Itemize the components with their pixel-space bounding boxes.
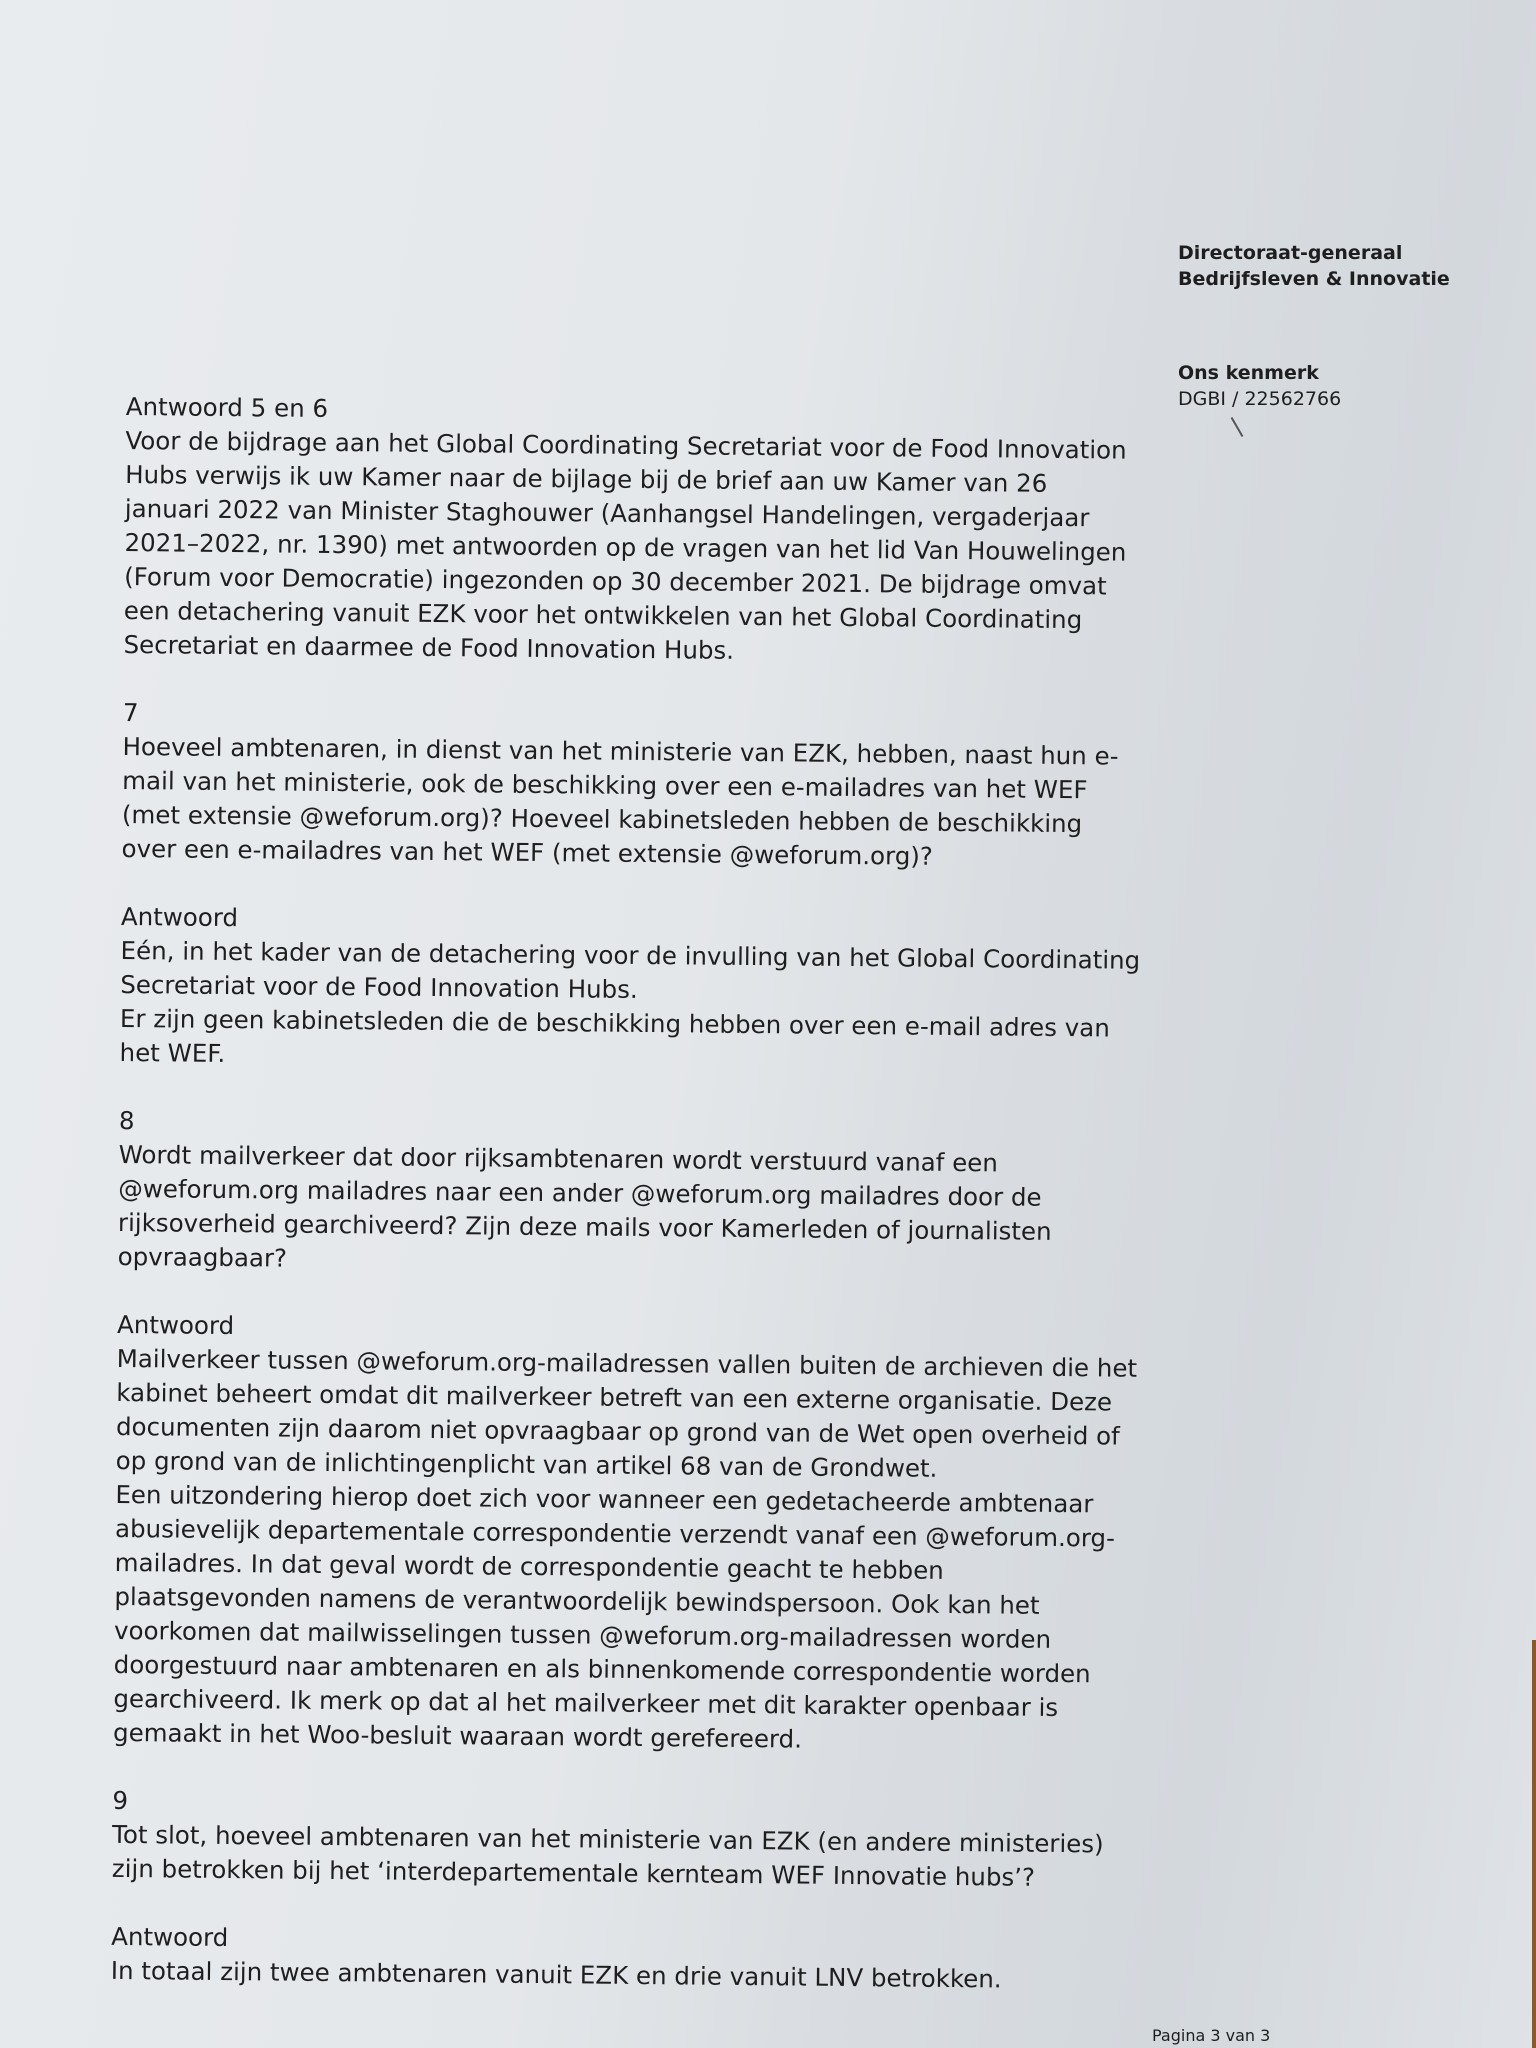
text-line: rijksoverheid gearchiveerd? Zijn deze mails voor Kamerleden of journalisten	[117, 1207, 1052, 1246]
text-line: het WEF.	[119, 1037, 226, 1068]
text-line: 2021–2022, nr. 1390) met antwoorden op de vragen van het lid Van Houwelingen	[124, 527, 1127, 567]
section-block	[112, 1784, 1163, 1896]
text-line: Mailverkeer tussen @weforum.org-mailadressen vallen buiten de archieven die het	[116, 1343, 1138, 1383]
text-line: januari 2022 van Minister Staghouwer (Aanhangsel Handelingen, vergaderjaar	[124, 493, 1090, 533]
text-line: Wordt mailverkeer dat door rijksambtenaren wordt verstuurd vanaf een	[118, 1139, 998, 1178]
section-heading: 7	[122, 697, 139, 728]
text-line: In totaal zijn twee ambtenaren vanuit EZK en drie vanuit LNV betrokken.	[110, 1955, 1002, 1994]
text-line: voorkomen dat mailwisselingen tussen @weforum.org-mailadressen worden	[113, 1615, 1052, 1654]
text-line: plaatsgevonden namens de verantwoordelijk bewindspersoon. Ook kan het	[114, 1581, 1040, 1620]
text-line: een detachering vanuit EZK voor het ontwikkelen van het Global Coordinating	[123, 595, 1083, 635]
text-line: opvraagbaar?	[117, 1241, 288, 1273]
pen-mark	[1231, 417, 1244, 437]
section-block	[111, 1920, 1162, 1998]
section-heading: Antwoord 5 en 6	[125, 391, 329, 423]
text-line: Voor de bijdrage aan het Global Coordinating Secretariat voor de Food Innovation	[125, 425, 1127, 465]
text-line: op grond van de inlichtingenplicht van artikel 68 van de Grondwet.	[115, 1445, 938, 1483]
text-line: Een uitzondering hierop doet zich voor wanneer een gedetacheerde ambtenaar	[115, 1479, 1094, 1519]
text-line: over een e-mailadres van het WEF (met extensie @weforum.org)?	[121, 833, 934, 871]
reference-value: DGBI / 22562766	[1178, 388, 1342, 410]
text-line: doorgestuurd naar ambtenaren en als binnenkomende correspondentie worden	[113, 1649, 1091, 1689]
section-block	[118, 1104, 1170, 1284]
text-line: zijn betrokken bij het ‘interdepartementale kernteam WEF Innovatie hubs’?	[111, 1853, 1036, 1892]
section-block	[121, 696, 1173, 876]
text-line: Er zijn geen kabinetsleden die de beschikking hebben over een e-mail adres van	[119, 1003, 1110, 1043]
reference-label: Ons kenmerk	[1178, 362, 1319, 384]
section-block	[123, 390, 1176, 672]
text-line: gemaakt in het Woo-besluit waaraan wordt gerefereerd.	[112, 1717, 803, 1754]
text-line: Hoeveel ambtenaren, in dienst van het ministerie van EZK, hebben, naast hun e-	[122, 731, 1119, 771]
department-block	[1178, 240, 1478, 292]
section-heading: 9	[112, 1785, 129, 1816]
department-line: Directoraat-generaal	[1178, 242, 1403, 264]
section-block	[119, 900, 1171, 1080]
reference-block	[1178, 360, 1478, 412]
text-line: (Forum voor Democratie) ingezonden op 30 december 2021. De bijdrage omvat	[124, 561, 1107, 601]
department-line: Bedrijfsleven & Innovatie	[1178, 268, 1450, 290]
section-heading: Antwoord	[116, 1309, 235, 1341]
text-line: (met extensie @weforum.org)? Hoeveel kabinetsleden hebben de beschikking	[121, 799, 1083, 839]
section-block	[113, 1308, 1167, 1760]
text-line: Tot slot, hoeveel ambtenaren van het ministerie van EZK (en andere ministeries)	[111, 1819, 1104, 1859]
text-line: documenten zijn daarom niet opvraagbaar op grond van de Wet open overheid of	[115, 1411, 1120, 1451]
section-heading: Antwoord	[111, 1921, 229, 1953]
page-edge	[1532, 1640, 1536, 2048]
letter-body	[111, 390, 1176, 1998]
text-line: kabinet beheert omdat dit mailverkeer betreft van een externe organisatie. Deze	[116, 1377, 1113, 1417]
text-line: mail van het ministerie, ook de beschikking over een e-mailadres van het WEF	[122, 765, 1088, 805]
text-line: Eén, in het kader van de detachering voor de invulling van het Global Coordinating	[120, 935, 1141, 975]
text-line: Secretariat en daarmee de Food Innovation Hubs.	[123, 629, 735, 665]
text-line: abusievelijk departementale correspondentie verzendt vanaf een @weforum.org-	[114, 1513, 1116, 1553]
section-heading: 8	[118, 1105, 135, 1136]
section-heading: Antwoord	[120, 901, 239, 933]
text-line: mailadres. In dat geval wordt de correspondentie geacht te hebben	[114, 1547, 944, 1585]
page-number: Pagina 3 van 3	[1152, 2026, 1271, 2045]
text-line: gearchiveerd. Ik merk op dat al het mailverkeer met dit karakter openbaar is	[113, 1683, 1059, 1723]
text-line: Secretariat voor de Food Innovation Hubs.	[120, 969, 638, 1004]
text-line: @weforum.org mailadres naar een ander @weforum.org mailadres door de	[118, 1173, 1042, 1212]
text-line: Hubs verwijs ik uw Kamer naar de bijlage bij de brief aan uw Kamer van 26	[125, 459, 1048, 498]
